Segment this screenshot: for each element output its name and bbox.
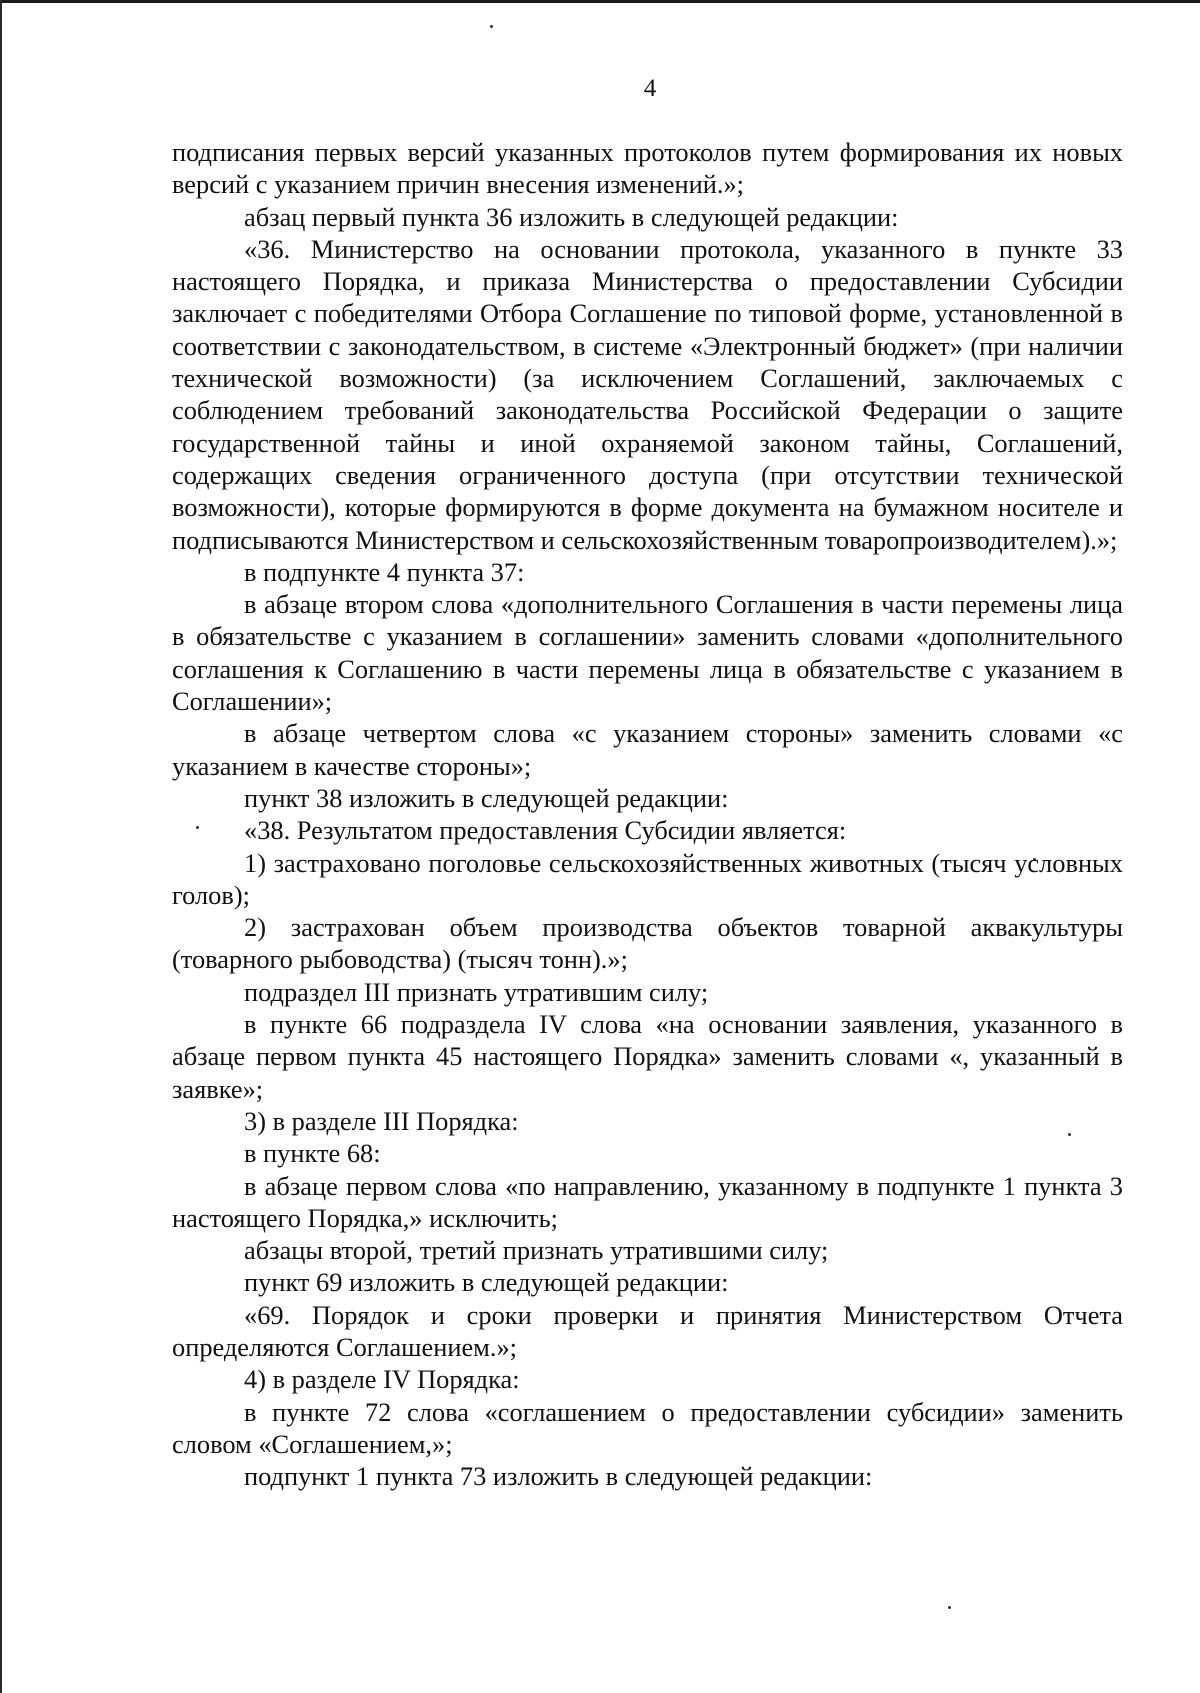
paragraph: абзацы второй, третий признать утратившими силу; [244, 1235, 829, 1266]
scan-speck [948, 1606, 951, 1609]
paragraph: абзац первый пункта 36 изложить в следующей редакции: [244, 201, 899, 232]
paragraph: пункт 69 изложить в следующей редакции: [244, 1267, 729, 1298]
paragraph: подписания первых версий указанных протоколов путем формирования их новых версий с указанием причин внесения изменений.»; [172, 137, 1123, 200]
paragraph: в абзаце втором слова «дополнительного Соглашения в части перемены лица в обязательстве с указанием в соглашении» заменить словами «дополнительного соглашения к Соглашению в части перемены лица в обязательстве с указанием в Соглашении»; [172, 589, 1123, 717]
paragraph: 3) в разделе III Порядка: [244, 1105, 519, 1136]
scan-speck [490, 25, 493, 28]
paragraph: в пункте 72 слова «соглашением о предоставлении субсидии» заменить словом «Соглашением,»; [172, 1396, 1123, 1459]
paragraph: в пункте 68: [244, 1138, 381, 1169]
paragraph: «69. Порядок и сроки проверки и принятия Министерством Отчета определяются Соглашением.»; [172, 1299, 1123, 1362]
paragraph: 2) застрахован объем производства объектов товарной аквакультуры (товарного рыбоводства) (тысяч тонн).»; [172, 912, 1123, 975]
paragraph: в абзаце четвертом слова «с указанием стороны» заменить словами «с указанием в качестве стороны»; [172, 718, 1123, 781]
paragraph: в подпункте 4 пункта 37: [244, 556, 525, 587]
paragraph: подпункт 1 пункта 73 изложить в следующей редакции: [244, 1461, 873, 1492]
paragraph: 1) застраховано поголовье сельскохозяйственных животных (тысяч условных голов); [172, 847, 1123, 910]
document-body [172, 136, 1123, 1492]
paragraph: в пункте 66 подраздела IV слова «на основании заявления, указанного в абзаце первом пункта 45 настоящего Порядка» заменить словами «, указанный в заявке»; [172, 1009, 1123, 1104]
page-number: 4 [643, 75, 657, 102]
paragraph: «38. Результатом предоставления Субсидии является: [244, 815, 847, 846]
paragraph: пункт 38 изложить в следующей редакции: [244, 782, 729, 813]
paragraph: 4) в разделе IV Порядка: [244, 1364, 520, 1395]
paragraph: «36. Министерство на основании протокола, указанного в пункте 33 настоящего Порядка, и приказа Министерства о предоставлении Субсидии заключает с победителями Отбора Соглашение по типовой форме, установленной в соответствии с законодательством, в системе «Электронный бюджет» (при наличии технической возможности) (за исключением Соглашений, заключаемых с соблюдением требований законодательства Российской Федерации о защите государственной тайны и иной охраняемой законом тайны, Соглашений, содержащих сведения ограниченного доступа (при отсутствии технической возможности), которые формируются в форме документа на бумажном носителе и подписываются Министерством и сельскохозяйственным товаропроизводителем).»; [172, 233, 1123, 555]
paragraph: подраздел III признать утратившим силу; [244, 976, 709, 1007]
paragraph: в абзаце первом слова «по направлению, указанному в подпункте 1 пункта 3 настоящего Порядка,» исключить; [172, 1170, 1123, 1233]
scan-edge-top [0, 0, 1200, 3]
scan-edge-left [0, 0, 2, 1693]
